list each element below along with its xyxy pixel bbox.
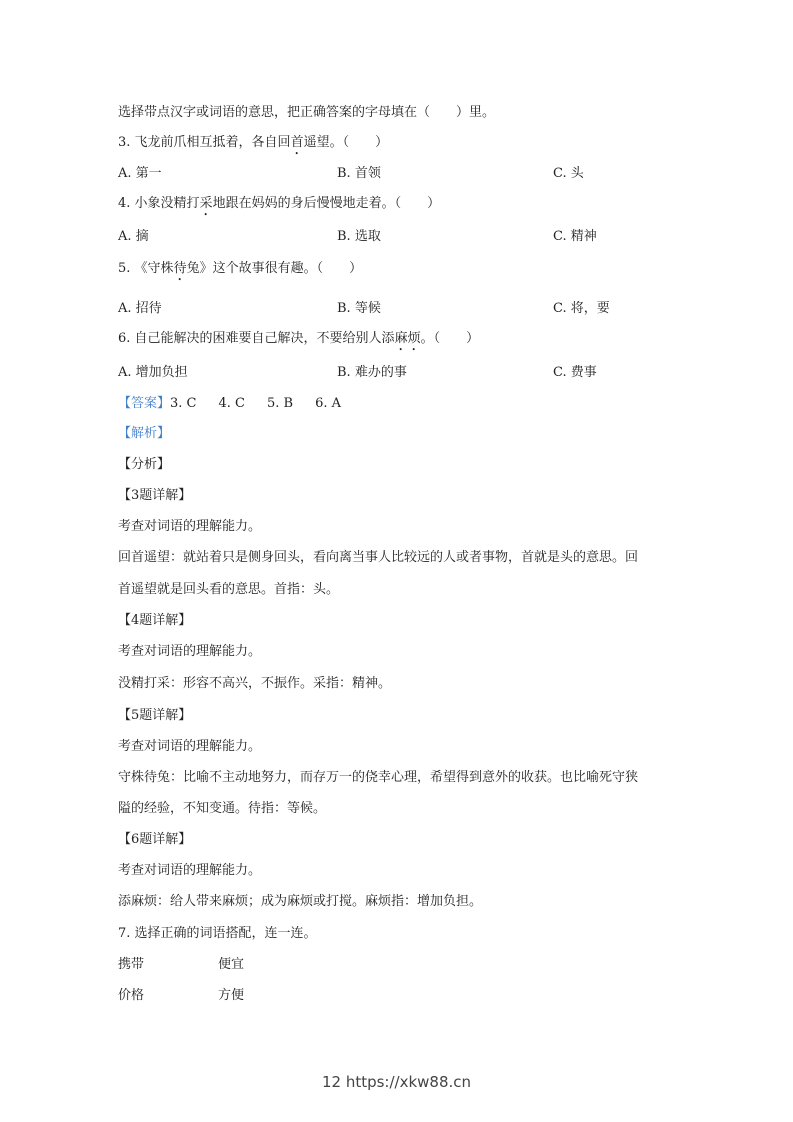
option-a: A. 增加负担 — [118, 365, 188, 380]
instruction: 选择带点汉字或词语的意思，把正确答案的字母填在（ ）里。 — [118, 105, 496, 120]
fenxi-label: 【分析】 — [118, 457, 171, 472]
q-text: 遥望。（ ） — [303, 135, 389, 150]
q-text: 自己能解决的困难要自己解决，不要给别人添 — [134, 331, 395, 346]
question-7: 7. 选择正确的词语搭配，连一连。 — [118, 926, 317, 941]
detail-line: 没精打采：形容不高兴，不振作。采指：精神。 — [118, 676, 392, 691]
q-text: 《守株 — [134, 261, 174, 276]
q-num: 3. — [118, 135, 131, 150]
q-text: 兔》这个故事很有趣。（ ） — [186, 261, 363, 276]
detail-line: 考查对词语的理解能力。 — [118, 863, 262, 878]
detail-title: 【3题详解】 — [118, 488, 192, 503]
detail-line: 考查对词语的理解能力。 — [118, 739, 262, 754]
q-num: 5. — [118, 261, 131, 276]
option-b: B. 等候 — [337, 301, 381, 316]
q-num: 4. — [118, 196, 131, 211]
detail-line: 首遥望就是回头看的意思。首指：头。 — [118, 582, 340, 597]
q-num: 6. — [118, 331, 131, 346]
option-c: C. 头 — [553, 166, 584, 181]
q-text: 。（ ） — [420, 331, 480, 346]
detail-line: 隘的经验，不知变通。待指：等候。 — [118, 801, 327, 816]
option-c: C. 费事 — [553, 365, 597, 380]
dotted-word: 麻烦 — [394, 331, 421, 346]
question-5 — [118, 261, 362, 284]
answer-item: 6. A — [315, 396, 342, 411]
answer-label: 【答案】 — [118, 396, 171, 411]
detail-line: 考查对词语的理解能力。 — [118, 519, 262, 534]
answer-item: 4. C — [218, 396, 245, 411]
option-b: B. 难办的事 — [337, 365, 407, 380]
option-b: B. 选取 — [337, 229, 381, 244]
match-right: 便宜 — [218, 957, 245, 972]
dotted-word: 首 — [290, 135, 304, 150]
option-a: A. 第一 — [118, 166, 162, 181]
match-right: 方便 — [218, 988, 245, 1003]
detail-title: 【5题详解】 — [118, 708, 192, 723]
detail-line: 回首遥望：就站着只是侧身回头，看向离当事人比较远的人或者事物，首就是头的意思。回 — [118, 550, 639, 565]
question-4 — [118, 196, 440, 219]
answer-line — [118, 396, 363, 412]
detail-line: 考查对词语的理解能力。 — [118, 644, 262, 659]
q-text: 地跟在妈妈的身后慢慢地走着。（ ） — [212, 196, 441, 211]
q-text: 飞龙前爪相互抵着，各自回 — [134, 135, 291, 150]
answer-item: 3. C — [170, 396, 197, 411]
analysis-label: 【解析】 — [118, 426, 171, 441]
option-b: B. 首领 — [337, 166, 381, 181]
option-a: A. 招待 — [118, 301, 162, 316]
q-text: 小象没精打 — [134, 196, 200, 211]
match-left: 携带 — [118, 957, 145, 972]
match-left: 价格 — [118, 988, 145, 1003]
question-6 — [118, 331, 479, 354]
detail-title: 【4题详解】 — [118, 613, 192, 628]
question-3 — [118, 135, 388, 158]
answer-item: 5. B — [266, 396, 294, 411]
option-c: C. 精神 — [553, 229, 597, 244]
dotted-word: 待 — [173, 261, 187, 276]
detail-title: 【6题详解】 — [118, 832, 192, 847]
detail-line: 守株待兔：比喻不主动地努力，而存万一的侥幸心理，希望得到意外的收获。也比喻死守狭 — [118, 770, 639, 785]
dotted-word: 采 — [199, 196, 213, 211]
page-footer: 12 https://xkw88.cn — [321, 1073, 472, 1091]
option-c: C. 将，要 — [553, 301, 610, 316]
detail-line: 添麻烦：给人带来麻烦；成为麻烦或打搅。麻烦指：增加负担。 — [118, 894, 483, 909]
option-a: A. 摘 — [118, 229, 149, 244]
